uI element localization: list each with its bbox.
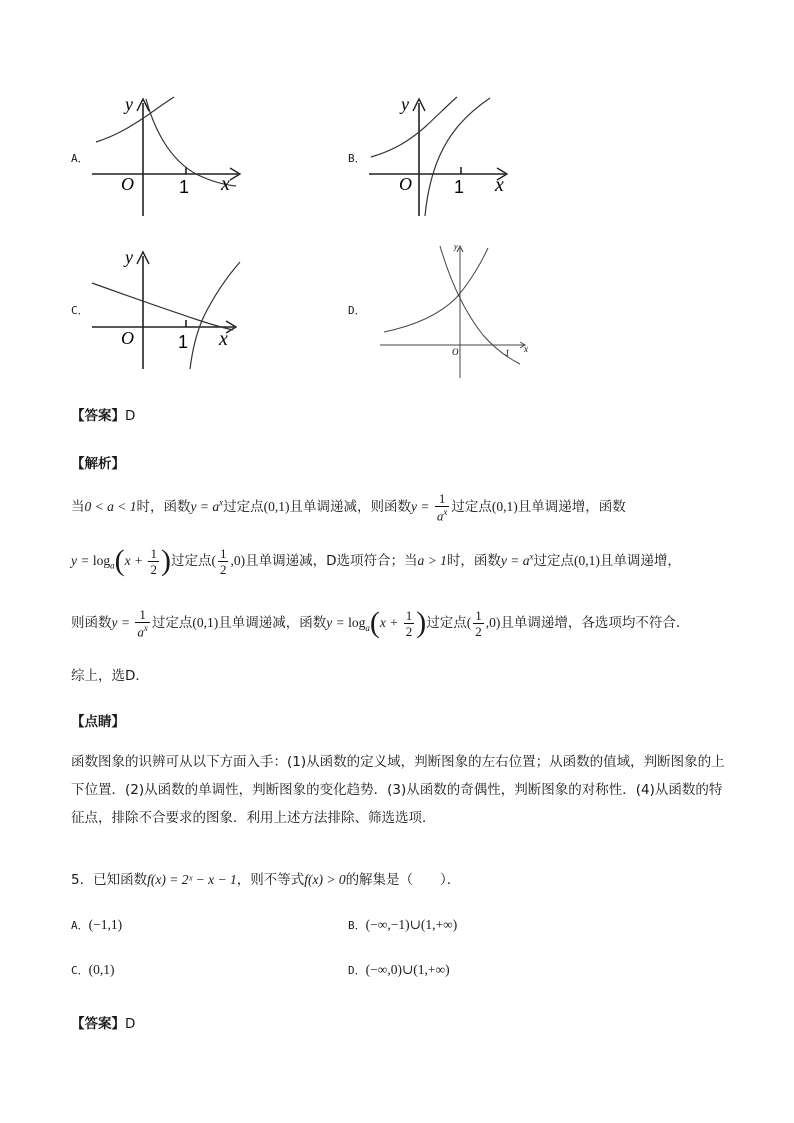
math-sub: a (365, 622, 370, 633)
numerator: 1 (150, 545, 157, 561)
graph-a-x-label: x (221, 173, 230, 195)
analysis-label (71, 452, 125, 472)
text: 时，函数 (136, 499, 191, 516)
math-sup: x (143, 623, 148, 633)
text: 过定点 (170, 553, 212, 569)
text: 的解集是（ ）． (345, 872, 461, 888)
numerator: 1 (135, 608, 150, 623)
math-cond: a > 1 (417, 553, 447, 568)
analysis-line-3 (71, 608, 689, 638)
analysis-heading: 【解析】 (71, 456, 125, 472)
graph-c-exp-curve (92, 283, 233, 330)
text: ，则不等式 (236, 872, 305, 888)
denominator: 2 (405, 623, 413, 639)
text: 过定点 (451, 499, 492, 516)
math: a (212, 499, 220, 515)
text: 且单调递减，函数 (218, 615, 327, 632)
text: 已知函数 (93, 872, 148, 888)
graph-c-tick-label: 1 (178, 332, 189, 352)
graph-c-x-label: x (219, 328, 228, 350)
math: y = (410, 499, 433, 515)
analysis-line-2 (71, 546, 681, 576)
fraction (135, 608, 150, 638)
q5-option-d (348, 962, 450, 978)
remark-text: 函数图象的识辨可从以下方面入手：(1)从函数的定义域，判断图象的左右位置；从函数的值域，判断图象的上下位置．(2)从函数的单调性，判断图象的变化趋势．(3)从函数的奇偶性，判断图象的对称性．(4)从函数的特征点，排除不合要求的图象．利用上述方法排除、筛选选项． (71, 754, 725, 826)
math-point: (0,1) (192, 615, 219, 631)
analysis-line-4 (71, 664, 149, 684)
math-sub: a (110, 560, 115, 571)
math: y = (326, 615, 349, 631)
option-b-label: B． (348, 152, 366, 165)
math: ,0) (230, 553, 246, 568)
option-label: B． (348, 919, 366, 932)
text: 过定点 (426, 615, 467, 632)
math: ,0) (485, 615, 501, 631)
graph-a-origin: O (121, 174, 134, 194)
graph-c-y-label: y (125, 247, 133, 267)
graph-a (88, 95, 248, 220)
answer-1 (71, 404, 135, 424)
text: 则函数 (71, 615, 112, 632)
denominator: 2 (475, 623, 482, 639)
fraction (218, 547, 229, 576)
math: ( (211, 553, 216, 568)
numerator: 1 (435, 492, 450, 507)
numerator: 1 (475, 607, 482, 623)
math: y = (500, 553, 523, 568)
answer-1-label: 【答案】 (71, 408, 125, 424)
math-sup: x (529, 551, 534, 562)
option-label: C． (71, 964, 89, 977)
text: 当 (71, 499, 85, 516)
text: 且单调递增， (599, 553, 681, 569)
math-sup: x (443, 507, 448, 517)
graph-b (365, 95, 525, 220)
graph-d-x-label: x (524, 344, 528, 354)
graph-c (88, 248, 248, 373)
numerator: 1 (219, 545, 227, 561)
math-log: log (92, 553, 111, 568)
option-value: (−∞,−1)∪(1,+∞) (365, 917, 458, 932)
math-point: (0,1) (574, 553, 600, 568)
text: 过定点 (223, 499, 264, 516)
graph-a-exp-curve (96, 97, 174, 142)
remark-label (71, 710, 125, 730)
q5-option-a (71, 917, 122, 933)
paren-open: ( (369, 606, 380, 640)
denominator: 2 (150, 561, 157, 577)
math-cond: 0 < a < 1 (84, 499, 137, 515)
graph-a-y-label: y (125, 94, 133, 114)
q5-option-c (71, 962, 115, 978)
math-point: (0,1) (491, 499, 518, 515)
paren-open: ( (114, 544, 125, 577)
math-point: (0,1) (263, 499, 290, 515)
graph-d (378, 240, 538, 382)
paren-close: ) (160, 544, 171, 577)
graph-c-origin: O (121, 328, 134, 348)
text: 过定点 (151, 615, 193, 632)
text: 过定点 (533, 553, 574, 569)
fraction (435, 492, 450, 522)
graph-d-y-label: y (454, 242, 458, 251)
answer-2-label: 【答案】 (71, 1016, 125, 1032)
question-number: 5． (71, 872, 94, 888)
text: 时，函数 (446, 553, 501, 569)
denominator (135, 623, 150, 638)
text: 且单调递减，D选项符合；当 (245, 553, 418, 569)
graph-d-origin: O (452, 347, 459, 357)
option-label: A． (71, 919, 89, 932)
math: y = (190, 499, 213, 515)
math: y = (71, 553, 93, 568)
math-func: f(x) = 2ˣ − x − 1 (147, 872, 237, 887)
math-ineq: f(x) > 0 (304, 872, 346, 887)
answer-2-value: D (125, 1016, 136, 1032)
graph-b-x-label: x (495, 174, 504, 196)
graph-c-log-curve (190, 262, 240, 369)
answer-2 (71, 1012, 135, 1032)
graph-b-origin: O (399, 174, 412, 194)
fraction (148, 547, 159, 576)
graph-d-tick-label: 1 (505, 348, 510, 358)
option-a-label: A． (71, 152, 89, 165)
numerator: 1 (405, 607, 413, 623)
math: a (137, 624, 144, 640)
math: x + (124, 553, 147, 568)
denominator: 2 (219, 561, 227, 577)
math: a (522, 553, 530, 568)
option-d-label: D． (348, 304, 366, 317)
graph-b-tick-label: 1 (454, 177, 465, 197)
math: y = (111, 615, 134, 631)
fraction (473, 609, 484, 638)
q5-option-b (348, 917, 457, 933)
option-value: (−∞,0)∪(1,+∞) (365, 962, 450, 977)
fraction (404, 609, 415, 638)
option-label: D． (348, 964, 366, 977)
paren-close: ) (416, 606, 427, 640)
question-5 (71, 868, 460, 888)
text: 且单调递增，函数 (517, 499, 626, 516)
graph-b-y-label: y (401, 94, 409, 114)
math-log: log (348, 615, 366, 631)
option-value: (0,1) (88, 962, 115, 977)
graph-b-log-curve (425, 98, 490, 216)
analysis-conclusion: 综上，选D． (71, 668, 149, 684)
math: ( (466, 615, 472, 631)
analysis-line-1 (71, 492, 626, 522)
remark-heading: 【点睛】 (71, 714, 125, 730)
math: a (436, 508, 444, 524)
math: x + (379, 615, 402, 631)
text: 且单调递减，则函数 (289, 499, 411, 516)
option-value: (−1,1) (88, 917, 123, 932)
option-c-label: C． (71, 304, 89, 317)
answer-1-value: D (125, 408, 136, 424)
math-sup: x (219, 497, 224, 508)
denominator (435, 507, 450, 522)
graph-a-tick-label: 1 (179, 177, 190, 197)
text: 且单调递增，各选项均不符合． (500, 615, 690, 632)
